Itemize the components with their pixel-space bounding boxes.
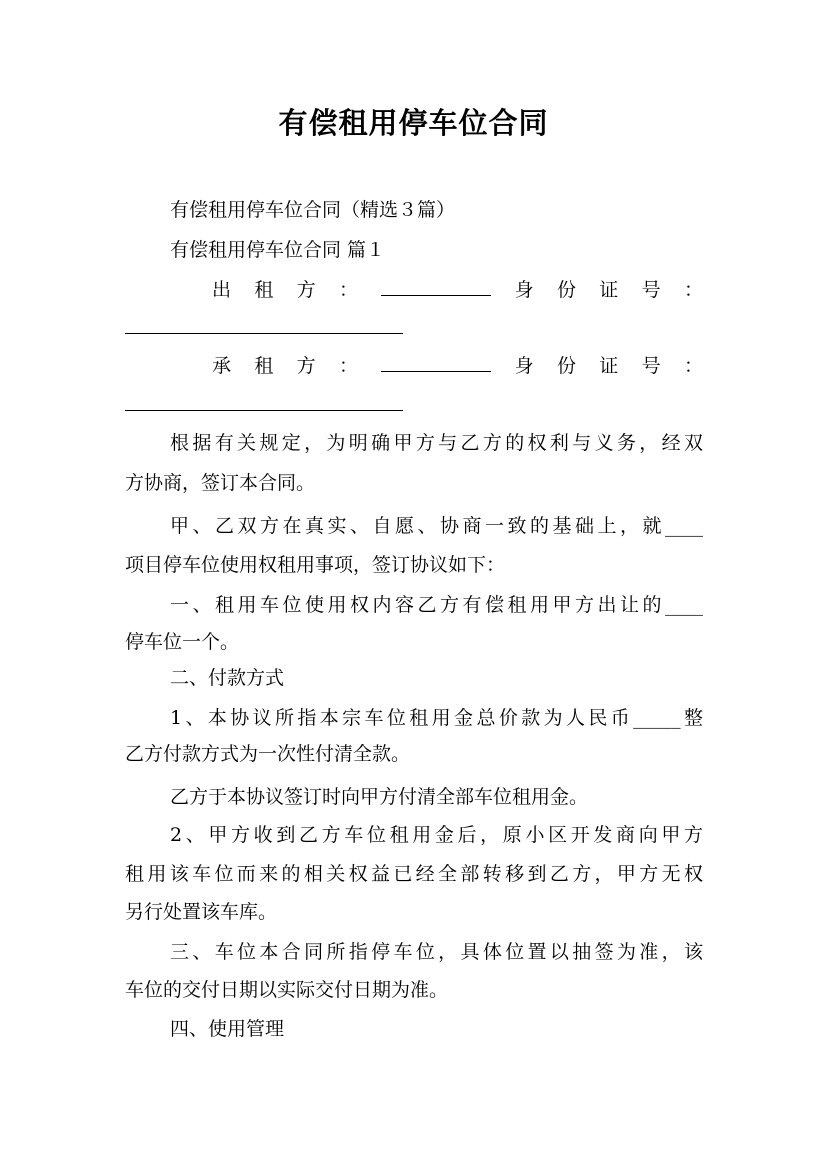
lessor-char: ： bbox=[683, 279, 703, 301]
lessee-char: 方 bbox=[296, 355, 316, 377]
body-line: 根据有关规定，为明确甲方与乙方的权利与义务，经双 bbox=[170, 432, 703, 454]
body-line: 甲、乙双方在真实、自愿、协商一致的基础上，就____ bbox=[170, 515, 703, 537]
body-line: 停车位一个。 bbox=[125, 631, 240, 653]
lessee-char: 租 bbox=[254, 355, 274, 377]
lessor-name-blank bbox=[381, 278, 491, 296]
body-line: 1、本协议所指本宗车位租用金总价款为人民币_____整 bbox=[170, 707, 703, 729]
body-line: 四、使用管理 bbox=[170, 1018, 285, 1040]
lessee-char: 证 bbox=[599, 355, 619, 377]
lessor-char: 份 bbox=[556, 279, 576, 301]
body-line: 方协商，签订本合同。 bbox=[125, 472, 316, 494]
lessor-char: 方 bbox=[296, 279, 316, 301]
body-line: 2、甲方收到乙方车位租用金后，原小区开发商向甲方 bbox=[170, 824, 703, 846]
lessee-char: 承 bbox=[212, 355, 232, 377]
document-subtitle: 有偿租用停车位合同（精选３篇） bbox=[170, 199, 456, 221]
body-line: 另行处置该车库。 bbox=[125, 901, 278, 923]
body-line: 乙方于本协议签订时向甲方付清全部车位租用金。 bbox=[170, 786, 589, 808]
lessor-char: ： bbox=[338, 279, 358, 301]
lessee-char: 号 bbox=[641, 355, 661, 377]
body-line: 一、租用车位使用权内容乙方有偿租用甲方出让的____ bbox=[170, 594, 703, 616]
lessor-row bbox=[212, 278, 703, 302]
section-heading: 有偿租用停车位合同 篇１ bbox=[170, 239, 386, 261]
body-line: 三、车位本合同所指停车位，具体位置以抽签为准，该 bbox=[170, 941, 703, 963]
lessor-char: 号 bbox=[641, 279, 661, 301]
lessee-id-blank bbox=[125, 410, 403, 411]
lessee-char: ： bbox=[338, 355, 358, 377]
lessor-char: 出 bbox=[212, 279, 232, 301]
lessee-row bbox=[212, 354, 703, 378]
body-line: 项目停车位使用权租用事项，签订协议如下： bbox=[125, 554, 506, 576]
lessee-char: ： bbox=[683, 355, 703, 377]
lessee-char: 身 bbox=[514, 355, 534, 377]
lessor-char: 身 bbox=[514, 279, 534, 301]
lessor-char: 租 bbox=[254, 279, 274, 301]
lessor-char: 证 bbox=[599, 279, 619, 301]
body-line: 二、付款方式 bbox=[170, 667, 285, 689]
body-line: 租用该车位而来的相关权益已经全部转移到乙方，甲方无权 bbox=[125, 863, 703, 885]
body-line: 乙方付款方式为一次性付清全款。 bbox=[125, 743, 411, 765]
lessee-name-blank bbox=[381, 354, 491, 372]
lessee-char: 份 bbox=[556, 355, 576, 377]
body-line: 车位的交付日期以实际交付日期为准。 bbox=[125, 979, 449, 1001]
lessor-id-blank bbox=[125, 333, 403, 334]
document-title: 有偿租用停车位合同 bbox=[278, 106, 549, 140]
